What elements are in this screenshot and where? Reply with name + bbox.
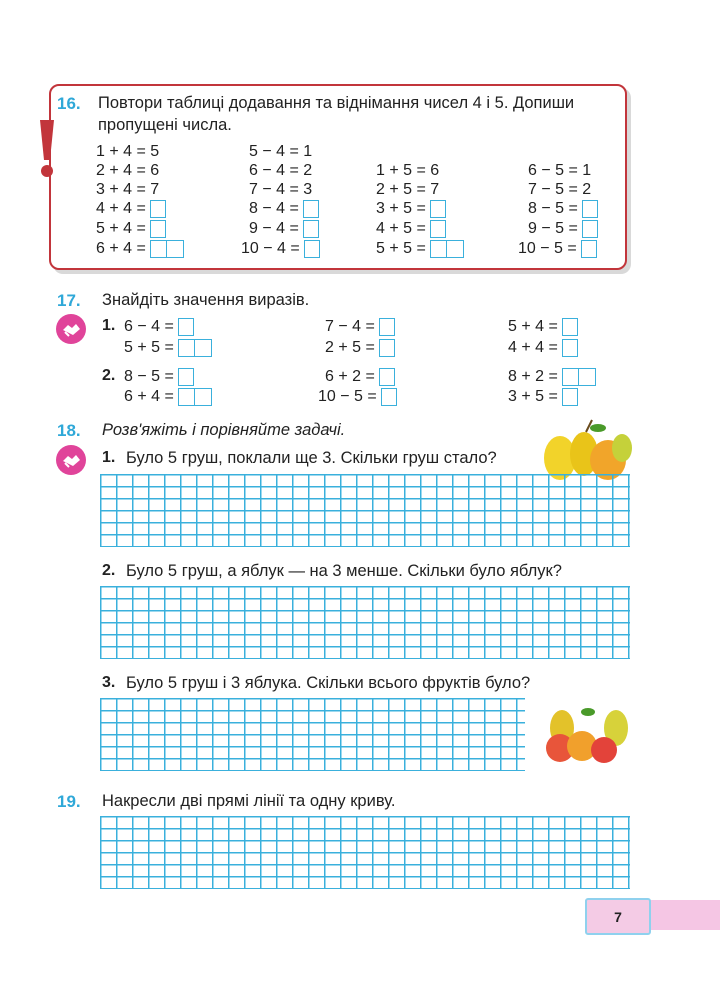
expr-17-1c: 7 − 4 =: [325, 317, 395, 337]
expr-16-c2: 2 + 5 = 7: [376, 181, 440, 198]
expr-16-d3: 8 − 5 =: [528, 199, 598, 219]
pair-work-icon: [56, 314, 86, 344]
expr-17-1d: 2 + 5 =: [325, 338, 395, 358]
expr-17-1e: 5 + 4 =: [508, 317, 578, 337]
answer-box-double[interactable]: [178, 388, 212, 406]
answer-box[interactable]: [562, 318, 578, 336]
task-19-number: 19.: [57, 792, 81, 811]
expr-16-b6: 10 − 4 =: [241, 239, 320, 259]
expr-17-2a: 8 − 5 =: [124, 367, 194, 387]
exclamation-icon: [36, 118, 58, 185]
answer-box[interactable]: [582, 220, 598, 238]
expr-16-a3: 3 + 4 = 7: [96, 181, 160, 198]
expr-16-d2: 7 − 5 = 2: [528, 181, 592, 198]
answer-box-double[interactable]: [430, 240, 464, 258]
task-16-text: Повтори таблиці додавання та віднімання чисел 4 і 5. Допиши пропущені числа.: [98, 94, 575, 134]
answer-box[interactable]: [562, 339, 578, 357]
answer-box-double[interactable]: [178, 339, 212, 357]
task-16-number: 16.: [57, 94, 81, 113]
task-19-text: Накресли дві прямі лінії та одну криву.: [102, 792, 396, 810]
task-17-part-1-label: 1.: [102, 317, 116, 334]
answer-grid-18-3[interactable]: [100, 698, 525, 771]
answer-box[interactable]: [381, 388, 397, 406]
expr-17-2c: 6 + 2 =: [325, 367, 395, 387]
answer-box[interactable]: [150, 200, 166, 218]
answer-box[interactable]: [304, 240, 320, 258]
answer-box[interactable]: [379, 368, 395, 386]
answer-box[interactable]: [562, 388, 578, 406]
apples-pears-illustration: [542, 704, 634, 771]
answer-grid-18-2[interactable]: [100, 586, 630, 659]
task-17-part-2-label: 2.: [102, 367, 116, 384]
expr-16-d1: 6 − 5 = 1: [528, 162, 592, 179]
answer-box[interactable]: [430, 220, 446, 238]
expr-16-b5: 9 − 4 =: [249, 219, 319, 239]
expr-16-c3: 3 + 5 =: [376, 199, 446, 219]
expr-16-a2: 2 + 4 = 6: [96, 162, 160, 179]
expr-16-d4: 9 − 5 =: [528, 219, 598, 239]
task-17-text: Знайдіть значення виразів.: [102, 291, 310, 309]
expr-16-c4: 4 + 5 =: [376, 219, 446, 239]
answer-box[interactable]: [581, 240, 597, 258]
expr-16-a1: 1 + 4 = 5: [96, 143, 160, 160]
page-number: 7: [585, 898, 651, 935]
answer-box[interactable]: [303, 200, 319, 218]
answer-box[interactable]: [379, 318, 395, 336]
task-18-part-1-text: Було 5 груш, поклали ще 3. Скільки груш стало?: [126, 449, 497, 467]
answer-box[interactable]: [178, 318, 194, 336]
task-18-text: Розв'яжіть і порівняйте задачі.: [102, 421, 346, 439]
expr-16-b2: 6 − 4 = 2: [249, 162, 313, 179]
expr-17-2f: 3 + 5 =: [508, 387, 578, 407]
task-18-part-1-label: 1.: [102, 449, 116, 466]
expr-16-a6: 6 + 4 =: [96, 239, 184, 259]
answer-box[interactable]: [303, 220, 319, 238]
expr-17-2e: 8 + 2 =: [508, 367, 596, 387]
answer-box[interactable]: [379, 339, 395, 357]
task-18-part-3-text: Було 5 груш і 3 яблука. Скільки всього фруктів було?: [126, 674, 531, 692]
expr-16-b4: 8 − 4 =: [249, 199, 319, 219]
expr-17-2d: 10 − 5 =: [318, 387, 397, 407]
answer-box[interactable]: [150, 220, 166, 238]
expr-16-d5: 10 − 5 =: [518, 239, 597, 259]
answer-grid-18-1[interactable]: [100, 474, 630, 547]
answer-box[interactable]: [430, 200, 446, 218]
expr-16-a5: 5 + 4 =: [96, 219, 166, 239]
expr-16-b1: 5 − 4 = 1: [249, 143, 313, 160]
task-18-part-3-label: 3.: [102, 674, 116, 691]
answer-box-double[interactable]: [150, 240, 184, 258]
answer-box[interactable]: [178, 368, 194, 386]
task-18-part-2-text: Було 5 груш, а яблук — на 3 менше. Скільки було яблук?: [126, 562, 562, 580]
expr-16-c5: 5 + 5 =: [376, 239, 464, 259]
expr-17-1f: 4 + 4 =: [508, 338, 578, 358]
answer-grid-19[interactable]: [100, 816, 630, 889]
answer-box-double[interactable]: [562, 368, 596, 386]
task-17-number: 17.: [57, 291, 81, 310]
expr-17-1b: 5 + 5 =: [124, 338, 212, 358]
expr-17-2b: 6 + 4 =: [124, 387, 212, 407]
expr-17-1a: 6 − 4 =: [124, 317, 194, 337]
expr-16-b3: 7 − 4 = 3: [249, 181, 313, 198]
task-18-number: 18.: [57, 421, 81, 440]
pair-work-icon: [56, 445, 86, 475]
answer-box[interactable]: [582, 200, 598, 218]
task-18-part-2-label: 2.: [102, 562, 116, 579]
expr-16-c1: 1 + 5 = 6: [376, 162, 440, 179]
expr-16-a4: 4 + 4 =: [96, 199, 166, 219]
